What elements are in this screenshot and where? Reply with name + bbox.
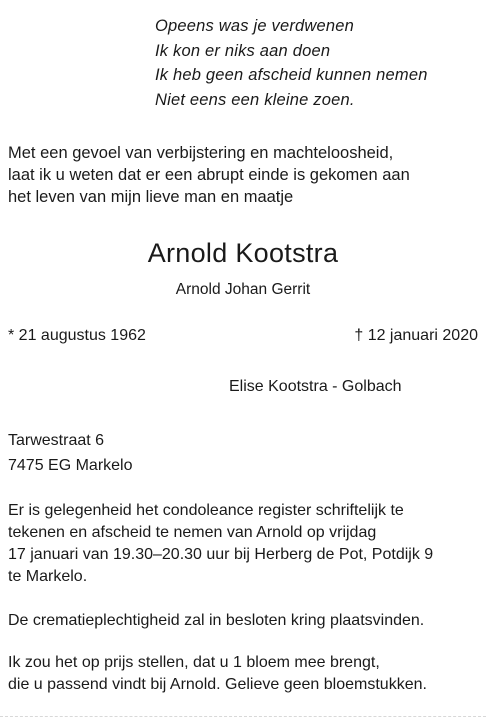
- intro-line: laat ik u weten dat er een abrupt einde is gekomen aan: [8, 166, 410, 184]
- paragraph-line: die u passend vindt bij Arnold. Gelieve geen bloemstukken.: [8, 676, 427, 693]
- poem-line: Opeens was je verdwenen: [155, 17, 355, 35]
- paragraph-line: tekenen en afscheid te nemen van Arnold op vrijdag: [8, 524, 377, 541]
- death-date: † 12 januari 2020: [354, 327, 478, 344]
- address-street: Tarwestraat 6: [8, 432, 105, 449]
- address: [8, 428, 133, 478]
- poem-line: Ik kon er niks aan doen: [155, 41, 331, 60]
- poem: [155, 14, 428, 112]
- flowers-paragraph: [8, 652, 480, 696]
- poem-line: Ik heb geen afscheid kunnen nemen: [155, 66, 428, 84]
- condolence-paragraph: [8, 500, 480, 588]
- paragraph-line: te Markelo.: [8, 568, 88, 585]
- paragraph-line: De crematieplechtigheid zal in besloten kring plaatsvinden.: [8, 612, 425, 629]
- bottom-divider: [0, 716, 486, 718]
- paragraph-line: 17 januari van 19.30–20.30 uur bij Herberg de Pot, Potdijk 9: [8, 546, 434, 563]
- poem-line: Niet eens een kleine zoen.: [155, 90, 355, 109]
- birth-date: * 21 augustus 1962: [8, 327, 146, 344]
- deceased-name: Arnold Kootstra: [147, 238, 339, 268]
- paragraph-line: Ik zou het op prijs stellen, dat u 1 bloem mee brengt,: [8, 654, 380, 671]
- intro-text: [8, 142, 478, 208]
- paragraph-line: Er is gelegenheid het condoleance register schriftelijk te: [8, 502, 404, 519]
- intro-line: het leven van mijn lieve man en maatje: [8, 188, 294, 206]
- intro-line: Met een gevoel van verbijstering en machteloosheid,: [8, 144, 394, 162]
- cremation-paragraph: [8, 610, 480, 632]
- signer-name: Elise Kootstra - Golbach: [229, 378, 402, 395]
- deceased-full-name: Arnold Johan Gerrit: [175, 281, 311, 298]
- address-city: 7475 EG Markelo: [8, 457, 133, 474]
